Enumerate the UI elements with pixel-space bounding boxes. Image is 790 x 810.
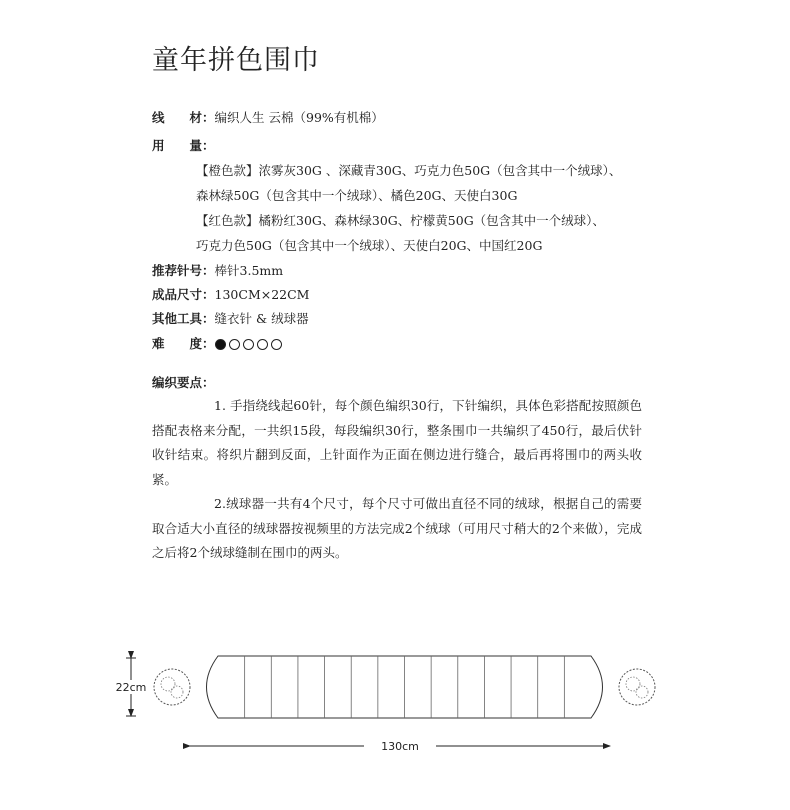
spec-label: 用 量： — [152, 138, 215, 153]
page-title: 童年拼色围巾 — [152, 45, 320, 76]
difficulty-dot-empty — [243, 339, 254, 350]
orange-usage-line-2: 森林绿50G（包含其中一个绒球）、橘色20G、天使白30G — [196, 188, 518, 203]
spec-value: 缝衣针 & 绒球器 — [214, 311, 309, 326]
red-usage-line-2: 巧克力色50G（包含其中一个绒球）、天使白20G、中国红20G — [196, 238, 543, 253]
width-label: 130cm — [381, 740, 419, 753]
spec-value: 编织人生 云棉（99%有机棉） — [214, 110, 384, 125]
spec-label: 其他工具： — [152, 311, 215, 326]
spec-size — [152, 285, 309, 303]
spec-label: 推荐针号： — [152, 263, 215, 278]
key-point-2: 2.绒球器一共有4个尺寸，每个尺寸可做出直径不同的绒球，根据自己的需要取合适大小直径的绒球器按视频里的方法完成2个绒球（可用尺寸稍大的2个来做），完成之后将2个绒球缝制在围巾的两头。 — [152, 496, 642, 560]
height-label: 22cm — [115, 681, 147, 694]
spec-material — [152, 108, 384, 126]
difficulty-rating — [215, 338, 285, 353]
red-usage-line-1: 【红色款】橘粉红30G、森林绿30G、柠檬黄50G（包含其中一个绒球）、 — [196, 213, 605, 228]
difficulty-dot-empty — [229, 339, 240, 350]
spec-label: 难 度： — [152, 336, 215, 351]
spec-usage — [152, 136, 215, 154]
scarf-diagram — [0, 640, 790, 765]
spec-value: 130CM×22CM — [214, 287, 310, 302]
spec-difficulty — [152, 334, 285, 353]
spec-needle — [152, 261, 283, 279]
difficulty-dot-empty — [257, 339, 268, 350]
right-pompom-icon — [619, 669, 655, 705]
spec-label: 成品尺寸： — [152, 287, 215, 302]
key-point-1: 1. 手指绕线起60针，每个颜色编织30行，下针编织，具体色彩搭配按照颜色搭配表格来分配，一共织15段，每段编织30行，整条围巾一共编织了450行，最后伏针收针结束。将织片翻到反面，上针面作为正面在侧边进行缝合，最后再将围巾的两头收紧。 — [152, 398, 642, 487]
spec-value: 棒针3.5mm — [214, 263, 284, 278]
spec-label: 线 材： — [152, 110, 215, 125]
key-points-title: 编织要点： — [152, 375, 215, 390]
difficulty-dot-empty — [271, 339, 282, 350]
orange-usage-line-1: 【橙色款】浓雾灰30G 、深藏青30G、巧克力色50G（包含其中一个绒球）、 — [196, 163, 622, 178]
left-pompom-icon — [154, 669, 190, 705]
spec-tools — [152, 309, 309, 327]
difficulty-dot-filled — [215, 339, 226, 350]
